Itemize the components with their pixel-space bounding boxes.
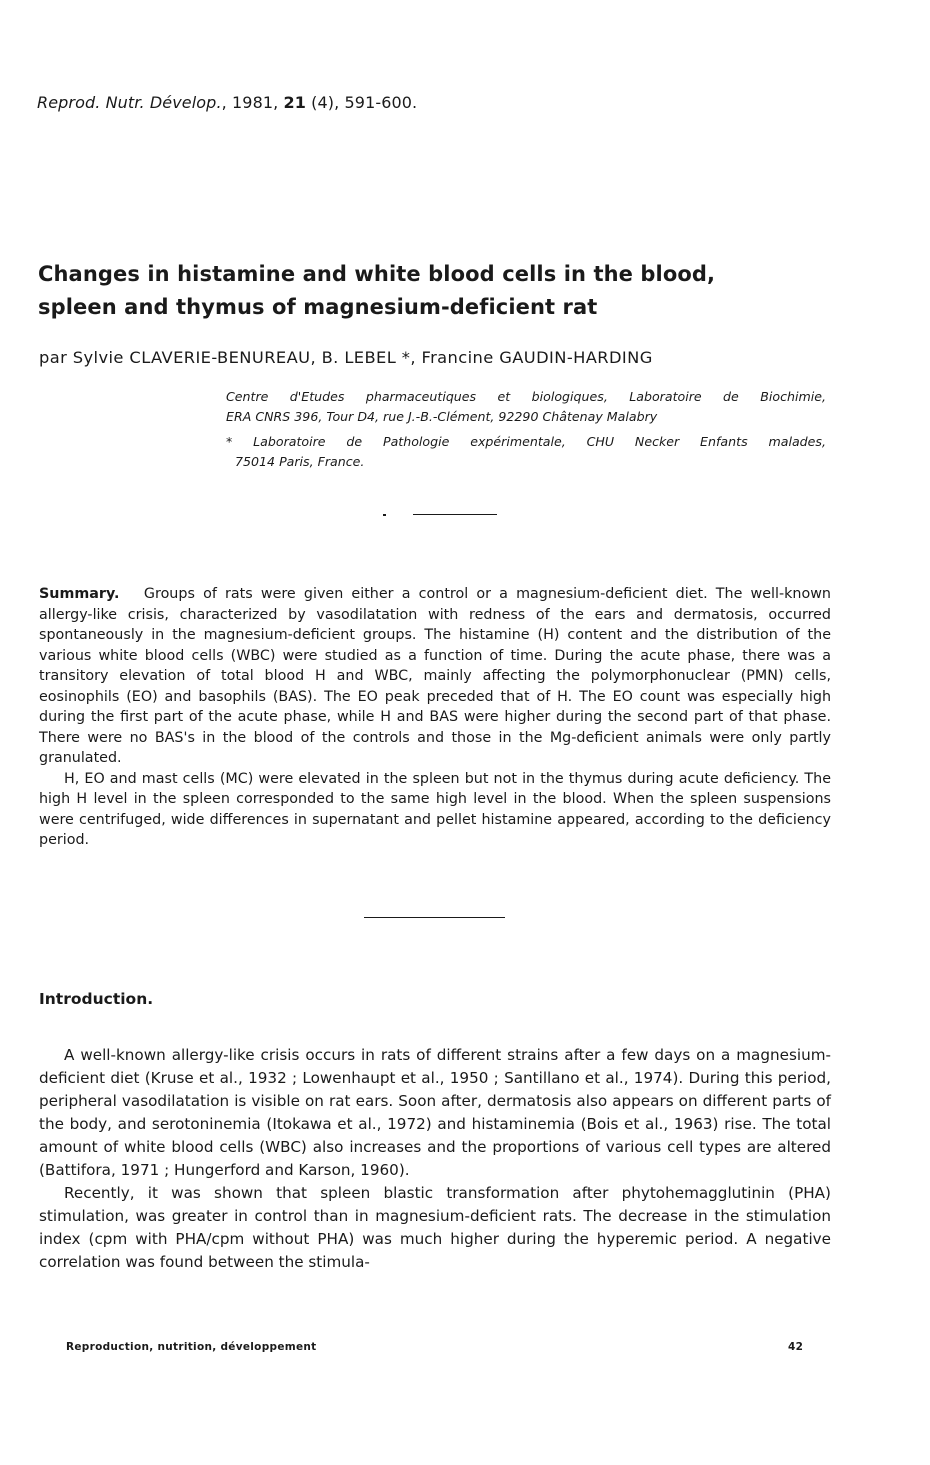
journal-name: Reprod. Nutr. Dévelop. bbox=[37, 93, 222, 112]
separator-dot bbox=[383, 514, 386, 516]
affiliation-2 bbox=[226, 432, 826, 471]
summary-section bbox=[39, 584, 831, 851]
summary-text-1: Groups of rats were given either a control or a magnesium-deficient diet. The well-known allergy-like crisis, characterized by vasodilatation with redness of the ears and dermatosis, occurred spontaneously in the magnesium-deficient groups. The histamine (H) content and the distribution of the various white blood cells (WBC) were studied as a function of time. During the acute phase, there was a transitory elevation of total blood H and WBC, mainly affecting the polymorphonuclear (PMN) cells, eosinophils (EO) and basophils (BAS). The EO peak preceded that of H. The EO count was especially high during the first part of the acute phase, while H and BAS were higher during the second part of that phase. There were no BAS's in the blood of the controls and those in the Mg-deficient animals were only partly granulated. bbox=[39, 586, 831, 766]
introduction-body bbox=[39, 1044, 831, 1274]
summary-label: Summary. bbox=[39, 586, 120, 602]
introduction-paragraph-1: A well-known allergy-like crisis occurs in rats of different strains after a few days on a magnesium-deficient diet (Kruse et al., 1932 ; Lowenhaupt et al., 1950 ; Santillano et al., 1974). During this period, peripheral vasodilatation is visible on rat ears. Soon after, dermatosis also appears on different parts of the body, and serotoninemia (Itokawa et al., 1972) and histaminemia (Bois et al., 1963) rise. The total amount of white blood cells (WBC) also increases and the proportions of various cell types are altered (Battifora, 1971 ; Hungerford and Karson, 1960). bbox=[39, 1046, 831, 1179]
affiliation-2-line-1: * Laboratoire de Pathologie expérimentale, CHU Necker Enfants malades, bbox=[226, 434, 826, 449]
footer-journal: Reproduction, nutrition, développement bbox=[66, 1341, 317, 1353]
page-number: 42 bbox=[788, 1341, 804, 1353]
affiliation-1-line-1: Centre d'Etudes pharmaceutiques et biologiques, Laboratoire de Biochimie, bbox=[226, 389, 826, 404]
affiliation-1 bbox=[226, 387, 826, 426]
journal-citation bbox=[37, 93, 417, 112]
separator-rule-top bbox=[413, 514, 497, 515]
citation-year: , 1981, bbox=[221, 93, 279, 112]
title-line-2: spleen and thymus of magnesium-deficient rat bbox=[38, 295, 598, 319]
paper-title bbox=[38, 258, 898, 324]
summary-paragraph-1 bbox=[39, 584, 831, 769]
author-list: par Sylvie CLAVERIE-BENUREAU, B. LEBEL *, Francine GAUDIN-HARDING bbox=[39, 348, 653, 367]
separator-rule-bottom bbox=[364, 917, 505, 918]
introduction-heading: Introduction. bbox=[39, 990, 154, 1008]
title-line-1: Changes in histamine and white blood cells in the blood, bbox=[38, 262, 716, 286]
introduction-paragraph-2: Recently, it was shown that spleen blastic transformation after phytohemagglutinin (PHA) stimulation, was greater in control than in magnesium-deficient rats. The decrease in the stimulation index (cpm with PHA/cpm without PHA) was much higher during the hyperemic period. A negative correlation was found between the stimula- bbox=[39, 1184, 831, 1271]
affiliation-1-line-2: ERA CNRS 396, Tour D4, rue J.-B.-Clément, 92290 Châtenay Malabry bbox=[226, 408, 658, 424]
citation-issue-pages: (4), 591-600. bbox=[305, 93, 418, 112]
summary-paragraph-2: H, EO and mast cells (MC) were elevated in the spleen but not in the thymus during acute deficiency. The high H level in the spleen corresponded to the same high level in the blood. When the spleen suspensions were centrifuged, wide differences in supernatant and pellet histamine appeared, according to the deficiency period. bbox=[39, 770, 831, 848]
affiliation-2-line-2: 75014 Paris, France. bbox=[235, 453, 365, 469]
citation-volume: 21 bbox=[283, 93, 306, 112]
